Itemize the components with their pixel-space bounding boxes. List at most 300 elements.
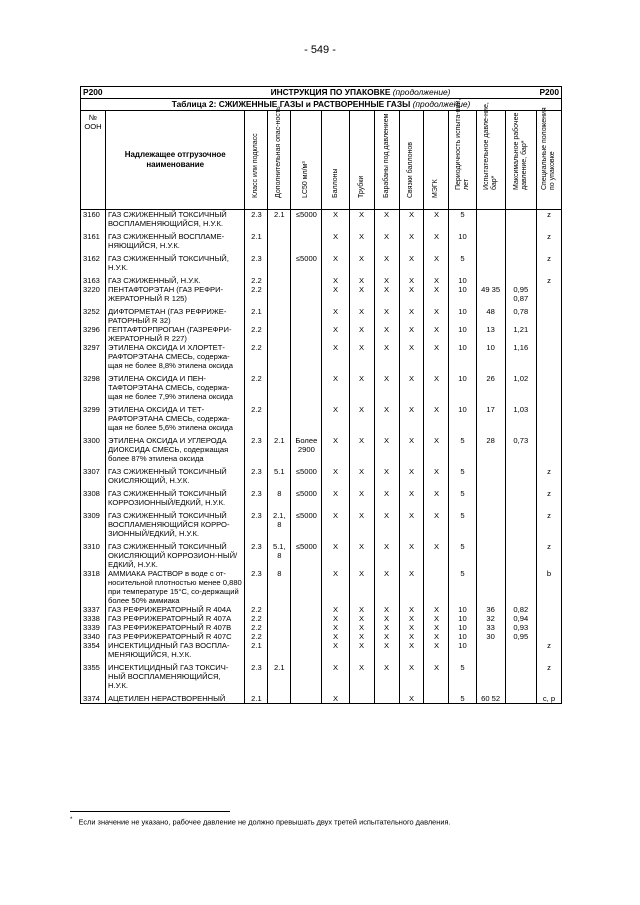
table-row <box>81 307 562 325</box>
cell-subsidiary-hazard <box>268 307 291 325</box>
cell-test-periodicity: 5 <box>449 210 476 229</box>
cell-lc50 <box>291 232 322 250</box>
cell-lc50 <box>291 605 322 614</box>
cell-subsidiary-hazard <box>268 405 291 432</box>
cell-tubes: X <box>349 641 374 659</box>
cell-working-pressure <box>505 232 536 250</box>
cell-test-pressure <box>476 641 505 659</box>
cell-cylinders: X <box>322 210 349 229</box>
cell-special-provisions: z <box>536 641 561 659</box>
cell-special-provisions <box>536 405 561 432</box>
cell-lc50 <box>291 614 322 623</box>
cell-megc: X <box>424 325 449 343</box>
cell-tubes: X <box>349 254 374 272</box>
cell-test-pressure <box>476 663 505 690</box>
cell-class: 2.3 <box>245 467 268 485</box>
cell-cylinders: X <box>322 511 349 538</box>
cell-test-pressure: 32 <box>476 614 505 623</box>
cell-subsidiary-hazard: 2.1 <box>268 663 291 690</box>
cell-shipping-name: ГАЗ СЖИЖЕННЫЙ ТОКСИЧНЫЙ, Н.У.К. <box>105 254 244 272</box>
footnote-text: Если значение не указано, рабочее давление не должно превышать двух третей испытательного давления. <box>78 817 451 827</box>
cell-lc50 <box>291 374 322 401</box>
cell-test-periodicity: 10 <box>449 276 476 285</box>
cell-lc50: ≤5000 <box>291 467 322 485</box>
cell-working-pressure <box>505 542 536 569</box>
cell-tubes: X <box>349 569 374 605</box>
cell-subsidiary-hazard: 5.1, 8 <box>268 542 291 569</box>
cell-pressure-drums: X <box>374 276 399 285</box>
cell-pressure-drums: X <box>374 254 399 272</box>
cell-test-periodicity: 5 <box>449 436 476 463</box>
cell-megc: X <box>424 614 449 623</box>
cell-bundles: X <box>399 436 424 463</box>
table-row <box>81 542 562 569</box>
cell-cylinders: X <box>322 467 349 485</box>
cell-bundles: X <box>399 694 424 704</box>
col-test-periodicity: Периодичность испыта-ний, лет <box>449 111 476 210</box>
cell-special-provisions: z <box>536 542 561 569</box>
cell-un-number: 3296 <box>81 325 106 343</box>
cell-class: 2.3 <box>245 542 268 569</box>
cell-bundles: X <box>399 542 424 569</box>
cell-tubes: X <box>349 632 374 641</box>
cell-megc: X <box>424 405 449 432</box>
table-row <box>81 343 562 370</box>
cell-test-periodicity: 10 <box>449 232 476 250</box>
cell-pressure-drums: X <box>374 325 399 343</box>
cell-class: 2.1 <box>245 307 268 325</box>
cell-test-periodicity: 10 <box>449 405 476 432</box>
cell-shipping-name: ИНСЕКТИЦИДНЫЙ ГАЗ ТОКСИЧ-НЫЙ ВОСПЛАМЕНЯЮЩИЙСЯ, Н.У.К. <box>105 663 244 690</box>
table-row <box>81 436 562 463</box>
cell-lc50 <box>291 405 322 432</box>
cell-test-periodicity: 10 <box>449 641 476 659</box>
cell-tubes: X <box>349 232 374 250</box>
cell-test-pressure: 48 <box>476 307 505 325</box>
table-header-row <box>81 87 562 99</box>
cell-test-pressure: 17 <box>476 405 505 432</box>
cell-test-periodicity: 5 <box>449 254 476 272</box>
cell-pressure-drums: X <box>374 569 399 605</box>
cell-lc50 <box>291 569 322 605</box>
col-subsidiary-hazard: Дополнительная опас-ность <box>268 111 291 210</box>
table-row <box>81 511 562 538</box>
table-row <box>81 614 562 623</box>
cell-lc50 <box>291 276 322 285</box>
cell-test-pressure <box>476 276 505 285</box>
cell-megc: X <box>424 276 449 285</box>
cell-lc50: ≤5000 <box>291 511 322 538</box>
cell-un-number: 3309 <box>81 511 106 538</box>
cell-subsidiary-hazard: 8 <box>268 569 291 605</box>
cell-shipping-name: ГАЗ СЖИЖЕННЫЙ ТОКСИЧНЫЙ ВОСПЛАМЕНЯЮЩИЙСЯ, Н.У.К. <box>105 210 244 229</box>
cell-shipping-name: ЭТИЛЕНА ОКСИДА И УГЛЕРОДА ДИОКСИДА СМЕСЬ, содержащая более 87% этилена оксида <box>105 436 244 463</box>
cell-special-provisions <box>536 436 561 463</box>
cell-working-pressure: 0,93 <box>505 623 536 632</box>
cell-test-pressure: 33 <box>476 623 505 632</box>
col-un-number: № ООН <box>81 111 106 210</box>
cell-class: 2.2 <box>245 614 268 623</box>
cell-bundles: X <box>399 614 424 623</box>
cell-megc: X <box>424 254 449 272</box>
cell-working-pressure: 1,03 <box>505 405 536 432</box>
cell-test-periodicity: 10 <box>449 374 476 401</box>
col-megc: МЭГК <box>424 111 449 210</box>
cell-un-number: 3300 <box>81 436 106 463</box>
cell-bundles: X <box>399 632 424 641</box>
cell-lc50 <box>291 343 322 370</box>
cell-test-periodicity: 10 <box>449 605 476 614</box>
col-shipping-name: Надлежащее отгрузочное наименование <box>105 111 244 210</box>
cell-bundles: X <box>399 232 424 250</box>
cell-class: 2.2 <box>245 285 268 303</box>
cell-megc: X <box>424 641 449 659</box>
cell-shipping-name: ГЕПТАФТОРПРОПАН (ГАЗРЕФРИ-ЖЕРАТОРНЫЙ R 227) <box>105 325 244 343</box>
cell-tubes: X <box>349 374 374 401</box>
cell-lc50 <box>291 623 322 632</box>
cell-tubes: X <box>349 325 374 343</box>
cell-megc: X <box>424 285 449 303</box>
cell-cylinders: X <box>322 623 349 632</box>
cell-lc50 <box>291 694 322 704</box>
cell-cylinders: X <box>322 542 349 569</box>
cell-pressure-drums: X <box>374 623 399 632</box>
cell-tubes: X <box>349 511 374 538</box>
cell-class: 2.2 <box>245 623 268 632</box>
cell-class: 2.3 <box>245 489 268 507</box>
cell-class: 2.3 <box>245 254 268 272</box>
cell-bundles: X <box>399 343 424 370</box>
cell-test-periodicity: 5 <box>449 694 476 704</box>
cell-class: 2.2 <box>245 632 268 641</box>
cell-shipping-name: ГАЗ РЕФРИЖЕРАТОРНЫЙ R 407A <box>105 614 244 623</box>
cell-working-pressure: 1,16 <box>505 343 536 370</box>
cell-test-pressure: 49 35 <box>476 285 505 303</box>
cell-class: 2.3 <box>245 436 268 463</box>
cell-megc: X <box>424 663 449 690</box>
cell-megc: X <box>424 632 449 641</box>
instruction-code-left: P200 <box>81 87 245 99</box>
cell-un-number: 3338 <box>81 614 106 623</box>
cell-test-periodicity: 5 <box>449 467 476 485</box>
cell-subsidiary-hazard <box>268 374 291 401</box>
cell-test-periodicity: 5 <box>449 489 476 507</box>
cell-test-periodicity: 10 <box>449 623 476 632</box>
cell-subsidiary-hazard: 2.1 <box>268 210 291 229</box>
cell-un-number: 3308 <box>81 489 106 507</box>
cell-subsidiary-hazard <box>268 632 291 641</box>
col-special-provisions: Специальные положения по упаковке <box>536 111 561 210</box>
cell-special-provisions: z <box>536 276 561 285</box>
cell-special-provisions: z <box>536 210 561 229</box>
cell-cylinders: X <box>322 436 349 463</box>
cell-tubes: X <box>349 276 374 285</box>
cell-pressure-drums: X <box>374 489 399 507</box>
cell-subsidiary-hazard <box>268 285 291 303</box>
table-row <box>81 489 562 507</box>
cell-class: 2.1 <box>245 232 268 250</box>
cell-lc50 <box>291 632 322 641</box>
cell-class: 2.2 <box>245 405 268 432</box>
cell-working-pressure <box>505 489 536 507</box>
cell-un-number: 3162 <box>81 254 106 272</box>
cell-pressure-drums: X <box>374 632 399 641</box>
cell-shipping-name: ГАЗ РЕФРИЖЕРАТОРНЫЙ R 407B <box>105 623 244 632</box>
cell-class: 2.2 <box>245 276 268 285</box>
cell-tubes: X <box>349 405 374 432</box>
cell-cylinders: X <box>322 307 349 325</box>
cell-working-pressure: 1,21 <box>505 325 536 343</box>
cell-working-pressure: 0,82 <box>505 605 536 614</box>
cell-un-number: 3318 <box>81 569 106 605</box>
cell-megc: X <box>424 210 449 229</box>
cell-tubes: X <box>349 467 374 485</box>
table-row <box>81 254 562 272</box>
table-row <box>81 374 562 401</box>
cell-megc <box>424 569 449 605</box>
cell-cylinders: X <box>322 641 349 659</box>
footnote <box>70 817 451 826</box>
cell-working-pressure <box>505 694 536 704</box>
cell-lc50 <box>291 307 322 325</box>
cell-test-periodicity: 10 <box>449 614 476 623</box>
cell-tubes: X <box>349 436 374 463</box>
cell-bundles: X <box>399 623 424 632</box>
cell-test-pressure <box>476 569 505 605</box>
cell-pressure-drums: X <box>374 511 399 538</box>
cell-shipping-name: ДИФТОРМЕТАН (ГАЗ РЕФРИЖЕ-РАТОРНЫЙ R 32) <box>105 307 244 325</box>
cell-lc50: ≤5000 <box>291 210 322 229</box>
cell-subsidiary-hazard <box>268 623 291 632</box>
cell-tubes: X <box>349 614 374 623</box>
cell-shipping-name: ГАЗ СЖИЖЕННЫЙ, Н.У.К. <box>105 276 244 285</box>
cell-bundles: X <box>399 405 424 432</box>
col-test-pressure: Испытательное давле-ние, бар* <box>476 111 505 210</box>
cell-working-pressure <box>505 467 536 485</box>
cell-pressure-drums: X <box>374 614 399 623</box>
cell-bundles: X <box>399 210 424 229</box>
cell-test-pressure <box>476 210 505 229</box>
cell-bundles: X <box>399 285 424 303</box>
cell-cylinders: X <box>322 405 349 432</box>
cell-un-number: 3299 <box>81 405 106 432</box>
cell-un-number: 3339 <box>81 623 106 632</box>
cell-un-number: 3161 <box>81 232 106 250</box>
cell-test-periodicity: 10 <box>449 632 476 641</box>
col-class: Класс или подкласс <box>245 111 268 210</box>
cell-pressure-drums: X <box>374 605 399 614</box>
cell-un-number: 3252 <box>81 307 106 325</box>
cell-un-number: 3337 <box>81 605 106 614</box>
cell-lc50 <box>291 325 322 343</box>
cell-un-number: 3307 <box>81 467 106 485</box>
cell-class: 2.2 <box>245 374 268 401</box>
table-subtitle: Таблица 2: СЖИЖЕННЫЕ ГАЗЫ и РАСТВОРЕННЫЕ ГАЗЫ (продолжение) <box>81 99 562 111</box>
cell-working-pressure <box>505 276 536 285</box>
cell-class: 2.3 <box>245 569 268 605</box>
instruction-code-right: P200 <box>476 87 561 99</box>
table-row <box>81 632 562 641</box>
cell-lc50: ≤5000 <box>291 489 322 507</box>
cell-un-number: 3355 <box>81 663 106 690</box>
cell-megc: X <box>424 467 449 485</box>
cell-cylinders: X <box>322 663 349 690</box>
cell-test-periodicity: 10 <box>449 343 476 370</box>
cell-special-provisions <box>536 343 561 370</box>
packing-instruction-table <box>80 86 562 704</box>
cell-bundles: X <box>399 325 424 343</box>
cell-test-pressure: 10 <box>476 343 505 370</box>
cell-working-pressure <box>505 210 536 229</box>
cell-class: 2.1 <box>245 641 268 659</box>
cell-shipping-name: ЭТИЛЕНА ОКСИДА И ТЕТ-РАФТОРЭТАНА СМЕСЬ, содержа-щая не более 5,6% этилена оксида <box>105 405 244 432</box>
cell-bundles: X <box>399 663 424 690</box>
cell-test-pressure <box>476 254 505 272</box>
col-working-pressure: Максимальное рабочее давление, бар* <box>505 111 536 210</box>
cell-subsidiary-hazard <box>268 614 291 623</box>
cell-test-periodicity: 5 <box>449 511 476 538</box>
cell-shipping-name: АЦЕТИЛЕН НЕРАСТВОРЕННЫЙ <box>105 694 244 704</box>
cell-subsidiary-hazard <box>268 325 291 343</box>
cell-test-pressure <box>476 542 505 569</box>
cell-tubes: X <box>349 285 374 303</box>
cell-pressure-drums: X <box>374 663 399 690</box>
cell-special-provisions: z <box>536 511 561 538</box>
cell-test-pressure <box>476 511 505 538</box>
cell-tubes: X <box>349 663 374 690</box>
table-row <box>81 325 562 343</box>
cell-cylinders: X <box>322 632 349 641</box>
cell-working-pressure: 0,95 0,87 <box>505 285 536 303</box>
table-row <box>81 276 562 285</box>
cell-pressure-drums: X <box>374 467 399 485</box>
cell-un-number: 3220 <box>81 285 106 303</box>
col-pressure-drums: Барабаны под давлением <box>374 111 399 210</box>
cell-tubes: X <box>349 605 374 614</box>
cell-test-periodicity: 10 <box>449 285 476 303</box>
cell-megc: X <box>424 436 449 463</box>
cell-megc: X <box>424 489 449 507</box>
cell-pressure-drums: X <box>374 641 399 659</box>
cell-test-periodicity: 5 <box>449 663 476 690</box>
cell-test-pressure <box>476 489 505 507</box>
cell-un-number: 3160 <box>81 210 106 229</box>
cell-special-provisions <box>536 325 561 343</box>
cell-subsidiary-hazard: 2.1 <box>268 436 291 463</box>
cell-test-pressure <box>476 232 505 250</box>
cell-bundles: X <box>399 307 424 325</box>
cell-test-pressure: 60 52 <box>476 694 505 704</box>
cell-pressure-drums: X <box>374 436 399 463</box>
cell-shipping-name: ПЕНТАФТОРЭТАН (ГАЗ РЕФРИ-ЖЕРАТОРНЫЙ R 125) <box>105 285 244 303</box>
cell-un-number: 3374 <box>81 694 106 704</box>
cell-cylinders: X <box>322 374 349 401</box>
cell-pressure-drums: X <box>374 542 399 569</box>
cell-test-pressure: 13 <box>476 325 505 343</box>
cell-pressure-drums: X <box>374 285 399 303</box>
cell-working-pressure: 0,78 <box>505 307 536 325</box>
cell-test-pressure: 28 <box>476 436 505 463</box>
col-cylinders: Баллоны <box>322 111 349 210</box>
footnote-divider <box>70 811 230 812</box>
col-bundles: Связки баллонов <box>399 111 424 210</box>
table-row <box>81 285 562 303</box>
cell-bundles: X <box>399 374 424 401</box>
cell-class: 2.3 <box>245 663 268 690</box>
cell-shipping-name: ЭТИЛЕНА ОКСИДА И ПЕН-ТАФТОРЭТАНА СМЕСЬ, содержа-щая не более 7,9% этилена оксида <box>105 374 244 401</box>
cell-cylinders: X <box>322 254 349 272</box>
cell-tubes: X <box>349 542 374 569</box>
cell-megc: X <box>424 623 449 632</box>
cell-tubes: X <box>349 307 374 325</box>
cell-cylinders: X <box>322 614 349 623</box>
cell-un-number: 3340 <box>81 632 106 641</box>
cell-special-provisions: z <box>536 489 561 507</box>
cell-bundles: X <box>399 641 424 659</box>
page-number: - 549 - <box>304 44 336 56</box>
cell-class: 2.2 <box>245 325 268 343</box>
cell-subsidiary-hazard <box>268 694 291 704</box>
column-header-row <box>81 111 562 210</box>
cell-cylinders: X <box>322 605 349 614</box>
cell-working-pressure: 0,73 <box>505 436 536 463</box>
cell-megc: X <box>424 374 449 401</box>
cell-cylinders: X <box>322 276 349 285</box>
cell-shipping-name: ГАЗ СЖИЖЕННЫЙ ТОКСИЧНЫЙ ОКИСЛЯЮЩИЙ, Н.У.К. <box>105 467 244 485</box>
cell-megc: X <box>424 343 449 370</box>
table-row <box>81 641 562 659</box>
cell-special-provisions: z <box>536 467 561 485</box>
cell-tubes: X <box>349 623 374 632</box>
cell-subsidiary-hazard <box>268 641 291 659</box>
cell-un-number: 3354 <box>81 641 106 659</box>
cell-subsidiary-hazard <box>268 343 291 370</box>
cell-lc50 <box>291 663 322 690</box>
cell-tubes: X <box>349 489 374 507</box>
table-row <box>81 694 562 704</box>
cell-working-pressure <box>505 641 536 659</box>
cell-pressure-drums: X <box>374 405 399 432</box>
cell-working-pressure <box>505 511 536 538</box>
cell-test-pressure: 30 <box>476 632 505 641</box>
cell-special-provisions: z <box>536 254 561 272</box>
cell-megc: X <box>424 542 449 569</box>
cell-shipping-name: ГАЗ СЖИЖЕННЫЙ ВОСПЛАМЕ-НЯЮЩИЙСЯ, Н.У.К. <box>105 232 244 250</box>
cell-pressure-drums <box>374 694 399 704</box>
cell-class: 2.2 <box>245 343 268 370</box>
cell-tubes: X <box>349 210 374 229</box>
cell-un-number: 3298 <box>81 374 106 401</box>
table-row <box>81 569 562 605</box>
table-row <box>81 405 562 432</box>
cell-test-periodicity: 5 <box>449 542 476 569</box>
cell-class: 2.1 <box>245 694 268 704</box>
cell-working-pressure <box>505 254 536 272</box>
cell-shipping-name: ГАЗ РЕФРИЖЕРАТОРНЫЙ R 404A <box>105 605 244 614</box>
cell-subsidiary-hazard: 8 <box>268 489 291 507</box>
cell-class: 2.3 <box>245 511 268 538</box>
cell-un-number: 3297 <box>81 343 106 370</box>
cell-shipping-name: АММИАКА РАСТВОР в воде с от-носительной плотностью менее 0,880 при температуре 15°С, со-держащий более 50% аммиака <box>105 569 244 605</box>
cell-special-provisions <box>536 374 561 401</box>
cell-test-pressure: 36 <box>476 605 505 614</box>
cell-special-provisions <box>536 605 561 614</box>
cell-tubes: X <box>349 343 374 370</box>
table-row <box>81 210 562 229</box>
table-row <box>81 232 562 250</box>
cell-class: 2.3 <box>245 210 268 229</box>
cell-test-periodicity: 5 <box>449 569 476 605</box>
